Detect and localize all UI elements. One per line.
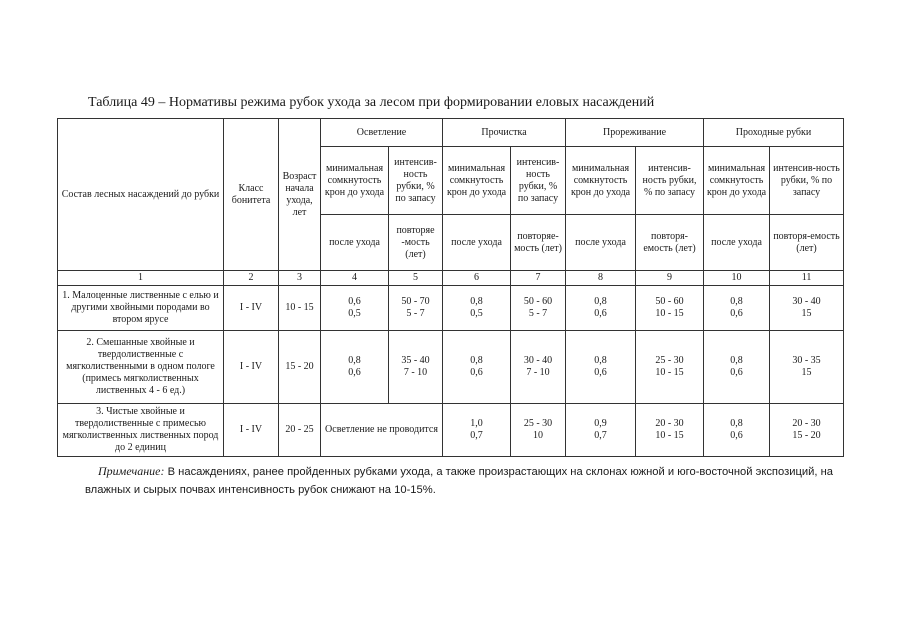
- header-intensity: интенсив-ность рубки, % по запасу: [636, 147, 704, 215]
- cell-value-bottom: 0,7: [470, 430, 483, 441]
- table-cell: [566, 404, 636, 457]
- cell-value-top: 20 - 30: [655, 418, 684, 429]
- note-label: Примечание:: [98, 464, 165, 478]
- cell-value-bottom: 10 - 15: [655, 430, 684, 441]
- header-after-care: после ухода: [321, 215, 389, 271]
- header-bonitet: Класс бонитета: [224, 119, 279, 271]
- cell-value-top: 30 - 40: [523, 355, 553, 366]
- cell-value-bottom: 10 - 15: [655, 367, 684, 378]
- row-composition: 2. Смешанные хвойные и твердолиственные с мягколиственными в одном пологе (примесь мягколиственных лиственных 4 - 6 ед.): [58, 331, 224, 404]
- header-intensity: интенсив-ность рубки, % по запасу: [389, 147, 443, 215]
- header-after-care: после ухода: [704, 215, 770, 271]
- table-cell: [636, 404, 704, 457]
- table-cell: [770, 404, 844, 457]
- row-age: 15 - 20: [279, 331, 321, 404]
- row-age: 20 - 25: [279, 404, 321, 457]
- table-cell: [636, 331, 704, 404]
- cell-value-top: 30 - 35: [792, 355, 821, 366]
- cell-value-top: 25 - 30: [655, 355, 684, 366]
- header-intensity: интенсив-ность рубки, % по запасу: [770, 147, 844, 215]
- header-repeat: повторяе-мость (лет): [511, 215, 566, 271]
- column-number: 6: [443, 271, 511, 286]
- cell-value-bottom: 0,6: [730, 430, 743, 441]
- header-repeat: повторяе -мость (лет): [389, 215, 443, 271]
- column-number: 5: [389, 271, 443, 286]
- column-number: 10: [704, 271, 770, 286]
- cell-value-top: 0,8: [594, 355, 607, 366]
- cell-value-bottom: 15: [801, 308, 812, 319]
- table-cell: [704, 286, 770, 331]
- header-group-osvetlenie: Осветление: [321, 119, 443, 147]
- table-cell: [321, 331, 389, 404]
- table-cell: [389, 331, 443, 404]
- cell-value-top: 0,8: [730, 418, 743, 429]
- table-cell: [321, 286, 389, 331]
- table-cell: [511, 286, 566, 331]
- header-group-prorezhivanie: Прореживание: [566, 119, 704, 147]
- cell-value-top: 25 - 30: [523, 418, 553, 429]
- row-bonitet: I - IV: [224, 404, 279, 457]
- cell-value-top: 50 - 60: [523, 296, 553, 307]
- table-row: [58, 331, 844, 404]
- cell-value-bottom: 0,6: [594, 308, 607, 319]
- table-cell: [566, 286, 636, 331]
- cell-value-top: 0,8: [730, 355, 743, 366]
- cell-value-bottom: 10 - 15: [655, 308, 684, 319]
- cell-value-bottom: 0,6: [730, 308, 743, 319]
- table-note: [85, 462, 845, 499]
- table-cell: [636, 286, 704, 331]
- row-composition: 3. Чистые хвойные и твердолиственные с примесью мягколиственных лиственных пород до 2 единиц: [58, 404, 224, 457]
- cell-value-top: 0,9: [594, 418, 607, 429]
- cell-value-bottom: 15: [801, 367, 812, 378]
- header-min-density: минимальная сомкнутость крон до ухода: [443, 147, 511, 215]
- table-cell: [511, 331, 566, 404]
- header-age: Возраст начала ухода, лет: [279, 119, 321, 271]
- table-cell: [389, 286, 443, 331]
- column-number: 3: [279, 271, 321, 286]
- column-number: 4: [321, 271, 389, 286]
- table-cell: [566, 331, 636, 404]
- table-cell: [443, 286, 511, 331]
- table-cell: [511, 404, 566, 457]
- header-min-density: минимальная сомкнутость крон до ухода: [566, 147, 636, 215]
- row-composition: 1. Малоценные лиственные с елью и другими хвойными породами во втором ярусе: [58, 286, 224, 331]
- cell-value-top: 50 - 70: [401, 296, 430, 307]
- cell-value-bottom: 0,6: [594, 367, 607, 378]
- cell-value-bottom: 0,7: [594, 430, 607, 441]
- cell-value-top: 0,8: [470, 296, 483, 307]
- cell-value-bottom: 0,5: [470, 308, 483, 319]
- row-bonitet: I - IV: [224, 331, 279, 404]
- header-after-care: после ухода: [566, 215, 636, 271]
- cell-value-bottom: 7 - 10: [526, 367, 550, 378]
- cell-value-bottom: 0,6: [470, 367, 483, 378]
- header-intensity: интенсив-ность рубки, % по запасу: [511, 147, 566, 215]
- row-bonitet: I - IV: [224, 286, 279, 331]
- header-repeat: повторя-емость (лет): [770, 215, 844, 271]
- cell-value-top: 20 - 30: [792, 418, 821, 429]
- column-number: 8: [566, 271, 636, 286]
- cell-value-top: 1,0: [470, 418, 483, 429]
- cell-value-bottom: 0,6: [348, 367, 361, 378]
- header-after-care: после ухода: [443, 215, 511, 271]
- table-cell: [704, 404, 770, 457]
- table-cell: [443, 331, 511, 404]
- table-cell: [770, 286, 844, 331]
- column-number: 2: [224, 271, 279, 286]
- table-cell: [770, 331, 844, 404]
- column-number: 11: [770, 271, 844, 286]
- column-number: 9: [636, 271, 704, 286]
- norms-table: [57, 118, 844, 457]
- cell-value-top: 30 - 40: [792, 296, 821, 307]
- cell-value-bottom: 5 - 7: [528, 308, 548, 319]
- note-text: В насаждениях, ранее пройденных рубками ухода, а также произрастающих на склонах южной и юго-восточной экспозиций, на влажных и сырых почвах интенсивность рубок снижают на 10-15%.: [85, 466, 833, 496]
- cell-value-bottom: 0,5: [348, 308, 361, 319]
- header-min-density: минимальная сомкнутость крон до ухода: [704, 147, 770, 215]
- header-group-prochistka: Прочистка: [443, 119, 566, 147]
- cell-value-top: 0,8: [594, 296, 607, 307]
- table-cell: [443, 404, 511, 457]
- cell-value-bottom: 7 - 10: [403, 367, 428, 378]
- table-caption: Таблица 49 – Нормативы режима рубок ухода за лесом при формировании еловых насаждений: [88, 95, 655, 110]
- table-row: [58, 286, 844, 331]
- header-repeat: повторя-емость (лет): [636, 215, 704, 271]
- cell-value-bottom: 15 - 20: [792, 430, 821, 441]
- table-cell: [704, 331, 770, 404]
- column-number: 7: [511, 271, 566, 286]
- header-composition: Состав лесных насаждений до рубки: [58, 119, 224, 271]
- column-numbers-row: [58, 271, 844, 286]
- column-number: 1: [58, 271, 224, 286]
- cell-value-bottom: 10: [533, 430, 544, 441]
- cell-value-bottom: 0,6: [730, 367, 743, 378]
- table-row: [58, 404, 844, 457]
- cell-value-bottom: 5 - 7: [406, 308, 425, 319]
- cell-value-top: 0,6: [348, 296, 361, 307]
- header-group-prokhodnye: Проходные рубки: [704, 119, 844, 147]
- cell-value-top: 0,8: [470, 355, 483, 366]
- cell-value-top: 0,8: [730, 296, 743, 307]
- cell-value-top: 0,8: [348, 355, 361, 366]
- merged-cell-osvetlenie: Осветление не проводится: [321, 404, 443, 457]
- header-min-density: минимальная сомкнутость крон до ухода: [321, 147, 389, 215]
- cell-value-top: 50 - 60: [655, 296, 684, 307]
- cell-value-top: 35 - 40: [401, 355, 430, 366]
- row-age: 10 - 15: [279, 286, 321, 331]
- header-row-groups: [58, 119, 844, 147]
